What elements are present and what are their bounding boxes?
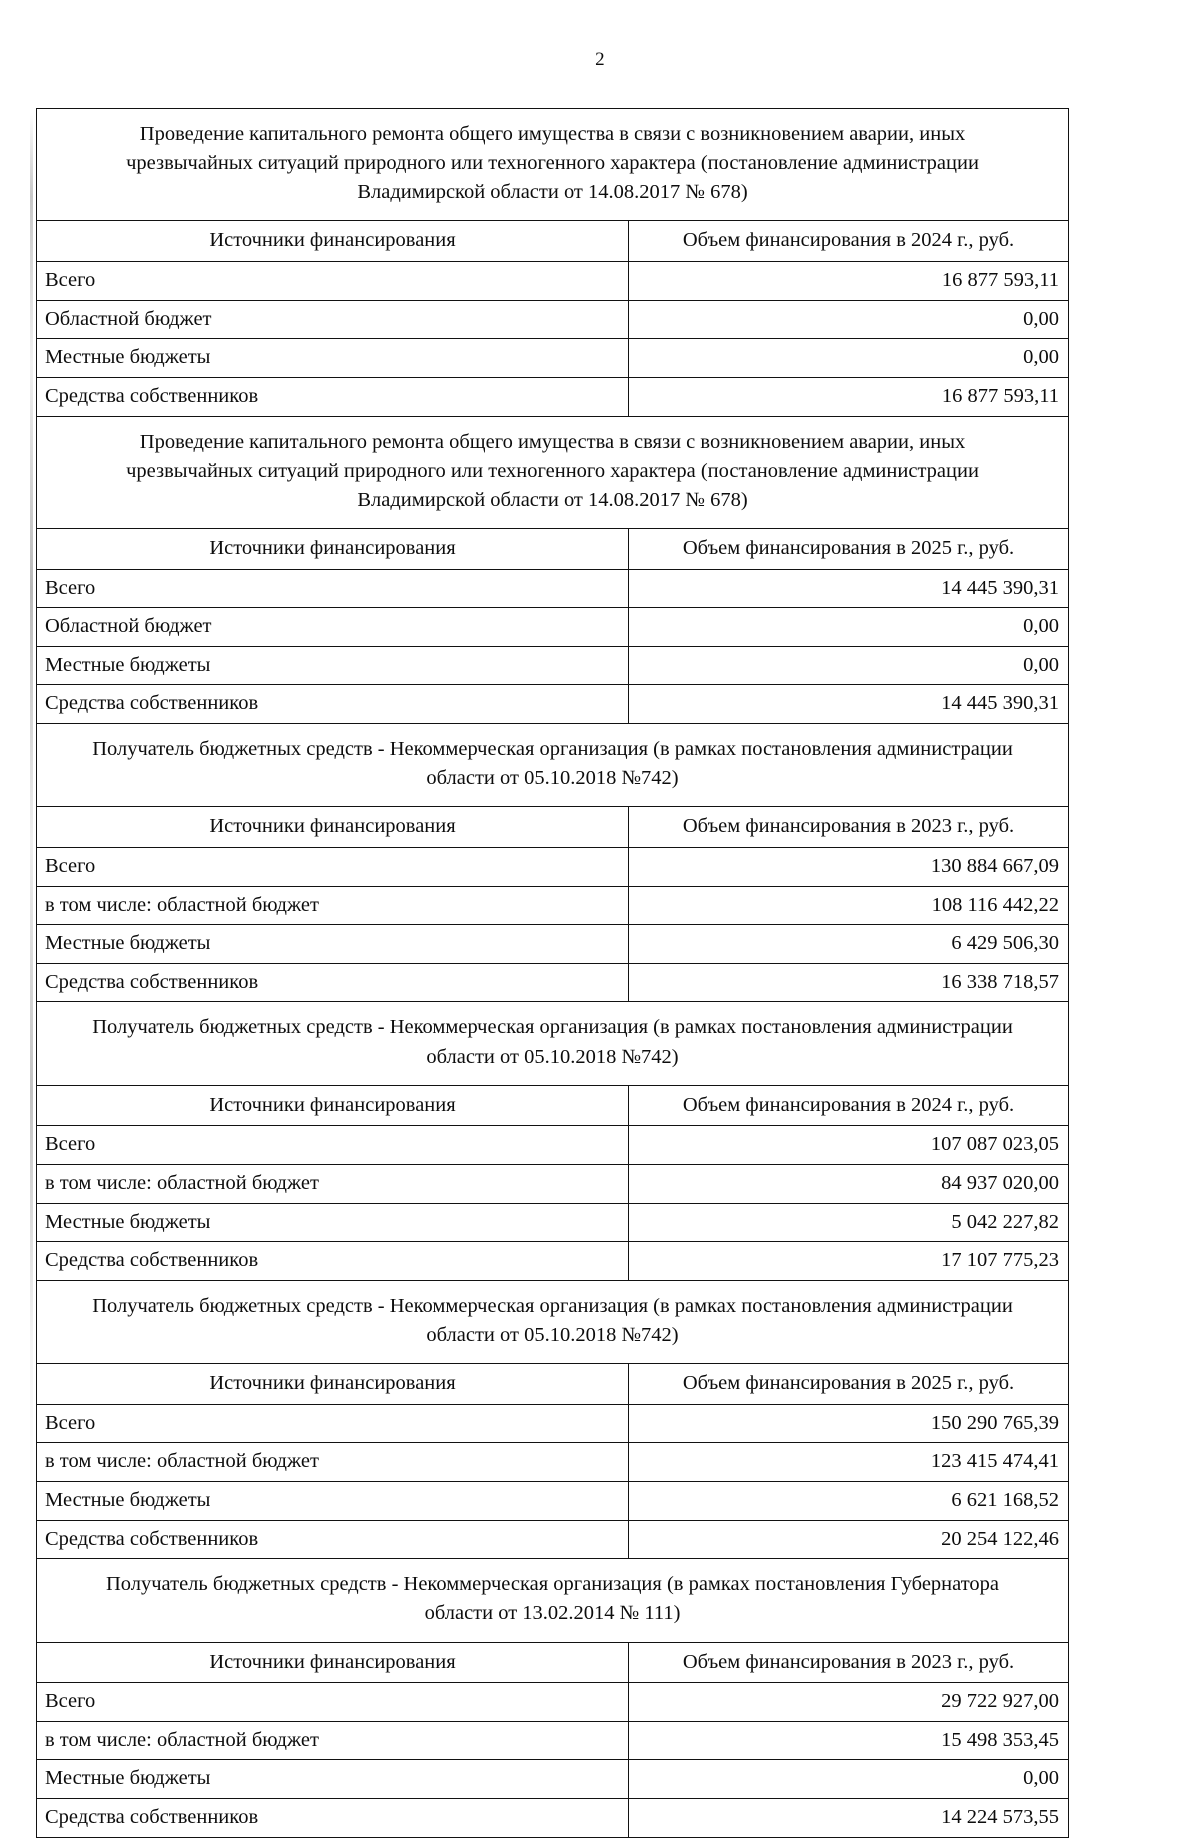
section-heading-line: Получатель бюджетных средств - Некоммерческая организация (в рамках постановления Губернатора bbox=[105, 1573, 999, 1596]
table-row bbox=[37, 925, 1069, 964]
column-header-row bbox=[37, 807, 1069, 848]
column-header-row bbox=[37, 1085, 1069, 1126]
row-value: 0,00 bbox=[629, 1760, 1069, 1799]
row-label: Местные бюджеты bbox=[37, 1760, 629, 1799]
row-label: Всего bbox=[37, 261, 629, 300]
row-value: 6 429 506,30 bbox=[629, 925, 1069, 964]
row-label: Всего bbox=[37, 1126, 629, 1165]
column-header-row bbox=[37, 221, 1069, 262]
table-row bbox=[37, 963, 1069, 1002]
column-header-sources: Источники финансирования bbox=[37, 807, 629, 848]
section-heading bbox=[37, 1559, 1069, 1642]
row-value: 14 224 573,55 bbox=[629, 1799, 1069, 1838]
section-heading-row bbox=[37, 416, 1069, 528]
section-heading-line: области от 13.02.2014 № 111) bbox=[424, 1602, 681, 1625]
table-row bbox=[37, 377, 1069, 416]
table-row bbox=[37, 569, 1069, 608]
row-value: 107 087 023,05 bbox=[629, 1126, 1069, 1165]
table-row bbox=[37, 1799, 1069, 1838]
section-heading-line: чрезвычайных ситуаций природного или техногенного характера (постановление администрации bbox=[126, 152, 979, 175]
section-heading-line: Владимирской области от 14.08.2017 № 678) bbox=[357, 488, 748, 511]
row-value: 16 338 718,57 bbox=[629, 963, 1069, 1002]
section-heading-line: Получатель бюджетных средств - Некоммерческая организация (в рамках постановления администрации bbox=[92, 1294, 1013, 1317]
section-heading-line: Проведение капитального ремонта общего имущества в связи с возникновением аварии, иных bbox=[139, 123, 966, 145]
section-heading-row bbox=[37, 1280, 1069, 1363]
column-header-sources: Источники финансирования bbox=[37, 1642, 629, 1683]
column-header-amount: Объем финансирования в 2024 г., руб. bbox=[629, 1085, 1069, 1126]
table-row bbox=[37, 1242, 1069, 1281]
table-row bbox=[37, 261, 1069, 300]
section-heading bbox=[37, 724, 1069, 807]
table-row bbox=[37, 339, 1069, 378]
row-value: 15 498 353,45 bbox=[629, 1721, 1069, 1760]
row-value: 0,00 bbox=[629, 646, 1069, 685]
row-label: Местные бюджеты bbox=[37, 1482, 629, 1521]
column-header-sources: Источники финансирования bbox=[37, 1085, 629, 1126]
section-heading-line: области от 05.10.2018 №742) bbox=[426, 1045, 679, 1068]
row-value: 0,00 bbox=[629, 339, 1069, 378]
table-row bbox=[37, 1683, 1069, 1722]
row-label: Средства собственников bbox=[37, 1520, 629, 1559]
row-label: Местные бюджеты bbox=[37, 339, 629, 378]
row-label: Местные бюджеты bbox=[37, 1203, 629, 1242]
section-heading-line: области от 05.10.2018 №742) bbox=[426, 1324, 679, 1347]
row-value: 5 042 227,82 bbox=[629, 1203, 1069, 1242]
row-value: 20 254 122,46 bbox=[629, 1520, 1069, 1559]
row-value: 16 877 593,11 bbox=[629, 261, 1069, 300]
section-heading bbox=[37, 109, 1069, 221]
column-header-amount: Объем финансирования в 2024 г., руб. bbox=[629, 221, 1069, 262]
table-row bbox=[37, 1164, 1069, 1203]
row-value: 0,00 bbox=[629, 300, 1069, 339]
section-heading-line: Получатель бюджетных средств - Некоммерческая организация (в рамках постановления администрации bbox=[92, 1016, 1013, 1039]
column-header-sources: Источники финансирования bbox=[37, 528, 629, 569]
row-value: 14 445 390,31 bbox=[629, 569, 1069, 608]
row-label: Местные бюджеты bbox=[37, 646, 629, 685]
table-row bbox=[37, 685, 1069, 724]
section-heading bbox=[37, 1280, 1069, 1363]
row-label: в том числе: областной бюджет bbox=[37, 1164, 629, 1203]
table-row bbox=[37, 847, 1069, 886]
row-value: 29 722 927,00 bbox=[629, 1683, 1069, 1722]
row-value: 123 415 474,41 bbox=[629, 1443, 1069, 1482]
row-label: Средства собственников bbox=[37, 963, 629, 1002]
column-header-sources: Источники финансирования bbox=[37, 1364, 629, 1405]
section-heading-line: области от 05.10.2018 №742) bbox=[426, 767, 679, 790]
section-heading-row bbox=[37, 1559, 1069, 1642]
row-label: Всего bbox=[37, 569, 629, 608]
table-row bbox=[37, 1760, 1069, 1799]
section-heading-line: Владимирской области от 14.08.2017 № 678) bbox=[357, 181, 748, 204]
row-value: 17 107 775,23 bbox=[629, 1242, 1069, 1281]
row-label: Средства собственников bbox=[37, 377, 629, 416]
row-value: 14 445 390,31 bbox=[629, 685, 1069, 724]
row-label: в том числе: областной бюджет bbox=[37, 1443, 629, 1482]
row-label: Средства собственников bbox=[37, 1799, 629, 1838]
column-header-amount: Объем финансирования в 2023 г., руб. bbox=[629, 807, 1069, 848]
row-value: 150 290 765,39 bbox=[629, 1404, 1069, 1443]
row-label: Областной бюджет bbox=[37, 300, 629, 339]
column-header-row bbox=[37, 528, 1069, 569]
row-label: Всего bbox=[37, 1404, 629, 1443]
financing-tables bbox=[36, 108, 1069, 1838]
row-label: Областной бюджет bbox=[37, 608, 629, 647]
section-heading-line: Получатель бюджетных средств - Некоммерческая организация (в рамках постановления администрации bbox=[92, 738, 1013, 761]
table-row bbox=[37, 1203, 1069, 1242]
scan-edge-artifact bbox=[30, 112, 33, 1512]
section-heading bbox=[37, 1002, 1069, 1085]
table-row bbox=[37, 1126, 1069, 1165]
column-header-row bbox=[37, 1364, 1069, 1405]
row-label: Местные бюджеты bbox=[37, 925, 629, 964]
column-header-sources: Источники финансирования bbox=[37, 221, 629, 262]
row-label: Всего bbox=[37, 1683, 629, 1722]
table-row bbox=[37, 300, 1069, 339]
column-header-amount: Объем финансирования в 2025 г., руб. bbox=[629, 1364, 1069, 1405]
section-heading-row bbox=[37, 1002, 1069, 1085]
row-value: 130 884 667,09 bbox=[629, 847, 1069, 886]
table-row bbox=[37, 608, 1069, 647]
row-label: Средства собственников bbox=[37, 1242, 629, 1281]
column-header-row bbox=[37, 1642, 1069, 1683]
section-heading-row bbox=[37, 109, 1069, 221]
row-label: Всего bbox=[37, 847, 629, 886]
table-row bbox=[37, 1482, 1069, 1521]
column-header-amount: Объем финансирования в 2023 г., руб. bbox=[629, 1642, 1069, 1683]
column-header-amount: Объем финансирования в 2025 г., руб. bbox=[629, 528, 1069, 569]
row-value: 6 621 168,52 bbox=[629, 1482, 1069, 1521]
section-heading-line: чрезвычайных ситуаций природного или техногенного характера (постановление администрации bbox=[126, 459, 979, 482]
section-heading-line: Проведение капитального ремонта общего имущества в связи с возникновением аварии, иных bbox=[139, 430, 966, 453]
section-heading bbox=[37, 416, 1069, 528]
page-number: 2 bbox=[595, 49, 605, 70]
row-label: в том числе: областной бюджет bbox=[37, 1721, 629, 1760]
section-heading-row bbox=[37, 724, 1069, 807]
row-label: в том числе: областной бюджет bbox=[37, 886, 629, 925]
table-row bbox=[37, 1404, 1069, 1443]
row-label: Средства собственников bbox=[37, 685, 629, 724]
row-value: 84 937 020,00 bbox=[629, 1164, 1069, 1203]
row-value: 16 877 593,11 bbox=[629, 377, 1069, 416]
table-row bbox=[37, 1443, 1069, 1482]
table-row bbox=[37, 1520, 1069, 1559]
table-row bbox=[37, 1721, 1069, 1760]
row-value: 108 116 442,22 bbox=[629, 886, 1069, 925]
table-row bbox=[37, 646, 1069, 685]
row-value: 0,00 bbox=[629, 608, 1069, 647]
table-row bbox=[37, 886, 1069, 925]
